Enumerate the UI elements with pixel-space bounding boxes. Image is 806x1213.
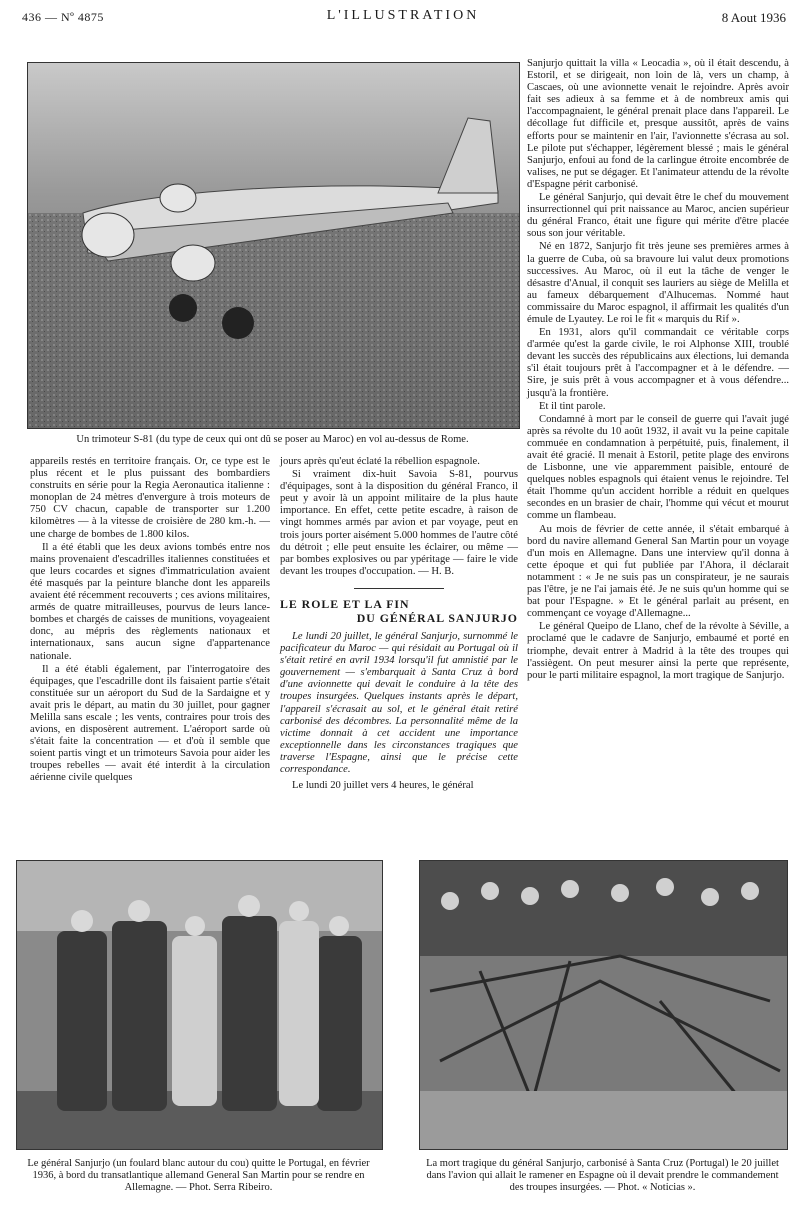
journal-title: L'ILLUSTRATION <box>326 8 480 23</box>
bottom-left-caption: Le général Sanjurjo (un foulard blanc autour du cou) quitte le Portugal, en février 1936, à bord du transatlantique allemand General San Martin pour se rendre en Allemagne. — Phot. Serra Ribeiro. <box>27 1158 370 1193</box>
section-title-line-2: DU GÉNÉRAL SANJURJO <box>356 610 518 625</box>
issue-date: 8 Aout 1936 <box>721 10 786 25</box>
wreckage-crowd-image <box>420 861 787 1149</box>
bottom-right-caption: La mort tragique du général Sanjurjo, carbonisé à Santa Cruz (Portugal) le 20 juillet dans l'avion qui allait le ramener en Espagne où il devait prendre le commandement des troupes insurgées. — Phot. « Noticias ». <box>426 1158 779 1193</box>
paragraph: Il a été établi également, par l'interrogatoire des équipages, que l'escadrille dont ils faisaient partie s'était constituée sur un aéroport du Sud de la Sardaigne et y avait pris le départ, au matin du 30 juillet, pour gagner Melilla sans escale ; les vents, contraires pour trois des avions, en disposèrent autrement. L'aéroport sarde où s'était faite la concentration — et d'où il semble que soient partis vingt et un trimoteurs Savoia pour aider les troupes rebelles — avait été interdit à la circulation aérienne civile quelques <box>30 663 270 784</box>
paragraph: Né en 1872, Sanjurjo fit très jeune ses premières armes à la guerre de Cuba, où sa bravoure lui valut deux promotions successives. Au Maroc, où il eut la tâche de venger le désastre d'Anual, il conquit ses lauriers au siège de Melilla et au fameux débarquement d'Alhucemas. Nommé haut commissaire du Maroc espagnol, il affirmait les qualités d'un émule de Lyautey. Le roi le fit « marquis du Rif ». <box>527 241 789 325</box>
top-photo-caption: Un trimoteur S-81 (du type de ceux qui ont dû se poser au Maroc) en vol au-dessus de Rome. <box>76 434 469 445</box>
page-header <box>0 0 806 30</box>
paragraph: appareils restés en territoire français. Or, ce type est le plus récent et le plus puissant des bombardiers construits en série pour la Regia Aeronautica italienne : monoplan de 24 mètres d'envergure à trois moteurs de 750 CV chacun, capable de transporter sur 1.200 kilomètres — à la vitesse de croisière de 280 km.-h. — une charge de bombes de 1.800 kilos. <box>30 456 270 540</box>
airplane-over-rome-image <box>28 63 519 428</box>
page-number: 436 — Nº 4875 <box>22 10 104 24</box>
airplane-photo <box>27 62 520 429</box>
paragraph: En 1931, alors qu'il commandait ce véritable corps d'armée qu'est la garde civile, le roi Alphonse XIII, troublé devant les succès des républicains aux élections, lui demanda s'il était toujours prêt à l'accompagner et à le défendre. — Sire, je suis prêt à vous accompagner et à vous défendre... jusqu'à la frontière. <box>527 327 789 399</box>
paragraph: Condamné à mort par le conseil de guerre qui l'avait jugé après sa révolte du 10 août 1932, il avait vu la peine capitale commuée en condamnation à perpétuité, puis, finalement, il avait été gracié. Il menait à Estoril, petite plage des environs de Lisbonne, une vie apparemment paisible, entouré de quelques nobles espagnols qui étaient venus le rejoindre. Tel était l'homme qu'un accident horrible a réduit en quelques secondes en un brasier de chair, l'homme qui vécut et mourut comme un flambeau. <box>527 413 789 522</box>
paragraph: Le général Sanjurjo, qui devait être le chef du mouvement insurrectionnel qui prit naissance au Maroc, ancien supérieur du général Franco, était une figure qui mérite d'être placée sous son jour véritable. <box>527 192 789 240</box>
paragraph: Si vraiment dix-huit Savoia S-81, pourvus d'équipages, sont à la disposition du général Franco, il peut y avoir là un appoint militaire de la plus haute importance. En effet, cette petite escadre, à raison de vingt hommes armés par avion et par voyage, peut en trois jours porter aisément 5.000 hommes de l'autre côté du détroit ; elle peut ensuite les éclairer, ou même — par bombes explosives ou par ypéritage — faire le vide devant les troupes d'occupation. — H. B. <box>280 469 518 577</box>
intro-paragraph: Le lundi 20 juillet, le général Sanjurjo, surnommé le pacificateur du Maroc — qui résidait au Portugal où il s'était retiré en avril 1934 lorsqu'il fut amnistié par le gouvernement — s'embarquait à Santa Cruz à bord d'une avionnette qui devait le conduire à la tête des troupes insurgées. Quelques instants après le départ, l'appareil s'écrasait au sol, et le général était retiré carbonisé des décombres. La personnalité même de la victime donnait à cet accident une importance exceptionnelle dans les circonstances tragiques que traverse l'Espagne, ainsi que le précise cette correspondance. <box>280 630 518 775</box>
paragraph: Et il tint parole. <box>539 400 606 412</box>
section-divider <box>354 588 444 589</box>
sanjurjo-group-photo <box>16 860 383 1150</box>
paragraph: Sanjurjo quittait la villa « Leocadia », où il était descendu, à Estoril, et se dirigeait, non loin de là, vers un champ, à Cascaes, où une avionnette venait le rejoindre. Après avoir fait ses adieux à sa femme et à de nombreux amis qui l'accompagnaient, le général prenait place dans l'appareil. Le décollage fut difficile et, presque aussitôt, après de vains efforts pour se maintenir en l'air, l'avionnette s'écrasa au sol. Le pilote put s'échapper, légèrement blessé ; mais le général Sanjurjo, enfoui au fond de la carlingue étroite encombrée de valises, ne put se dégager. Et l'animateur attendu de la révolte d'Espagne périt carbonisé. <box>527 58 789 190</box>
section-title-line-1: LE ROLE ET LA FIN <box>280 596 410 611</box>
paragraph: Le lundi 20 juillet vers 4 heures, le général <box>292 780 474 792</box>
right-article-column <box>527 58 789 682</box>
plane-wreck-photo <box>419 860 788 1150</box>
paragraph: Le général Queipo de Llano, chef de la révolte à Séville, a proclamé que le cadavre de Sanjurjo, embaumé et porté en triomphe, devait entrer à Madrid à la tête des troupes qui l'assiègent. On peut mesurer ainsi la perte que représente, pour le parti militaire espagnol, la mort tragique de Sanjurjo. <box>527 621 789 681</box>
left-article-column <box>30 456 270 785</box>
group-of-men-image <box>17 861 382 1149</box>
paragraph: jours après qu'eut éclaté la rébellion espagnole. <box>280 456 480 467</box>
middle-article-column <box>280 456 518 792</box>
paragraph: Au mois de février de cette année, il s'était embarqué à bord du navire allemand General San Martin pour un voyage d'un mois en Allemagne. Dans une interview qu'il donna à cette époque et qui fut publiée par l'Ahora, il déclarait notamment : « Je ne suis pas un conspirateur, je ne saurais pas l'être, je ne l'ai jamais été. Je ne suis qu'un homme qui se bat pour l'Espagne. » Et le général parlait au présent, en commençant ce voyage d'Allemagne... <box>527 523 789 620</box>
paragraph: Il a été établi que les deux avions tombés entre nos mains provenaient d'escadrilles italiennes constituées et que leurs cocardes et signes d'immatriculation avaient été masqués par la peinture blanche dont les appareils avaient été récemment recouverts ; ces avions militaires, armés de quatre mitrailleuses, pourvus de leurs lance-bombes et chargés de caisses de munitions, voyageaient donc, au mépris des règlements nationaux et internationaux, sans aucun signe d'appartenance nationale. <box>30 541 270 662</box>
